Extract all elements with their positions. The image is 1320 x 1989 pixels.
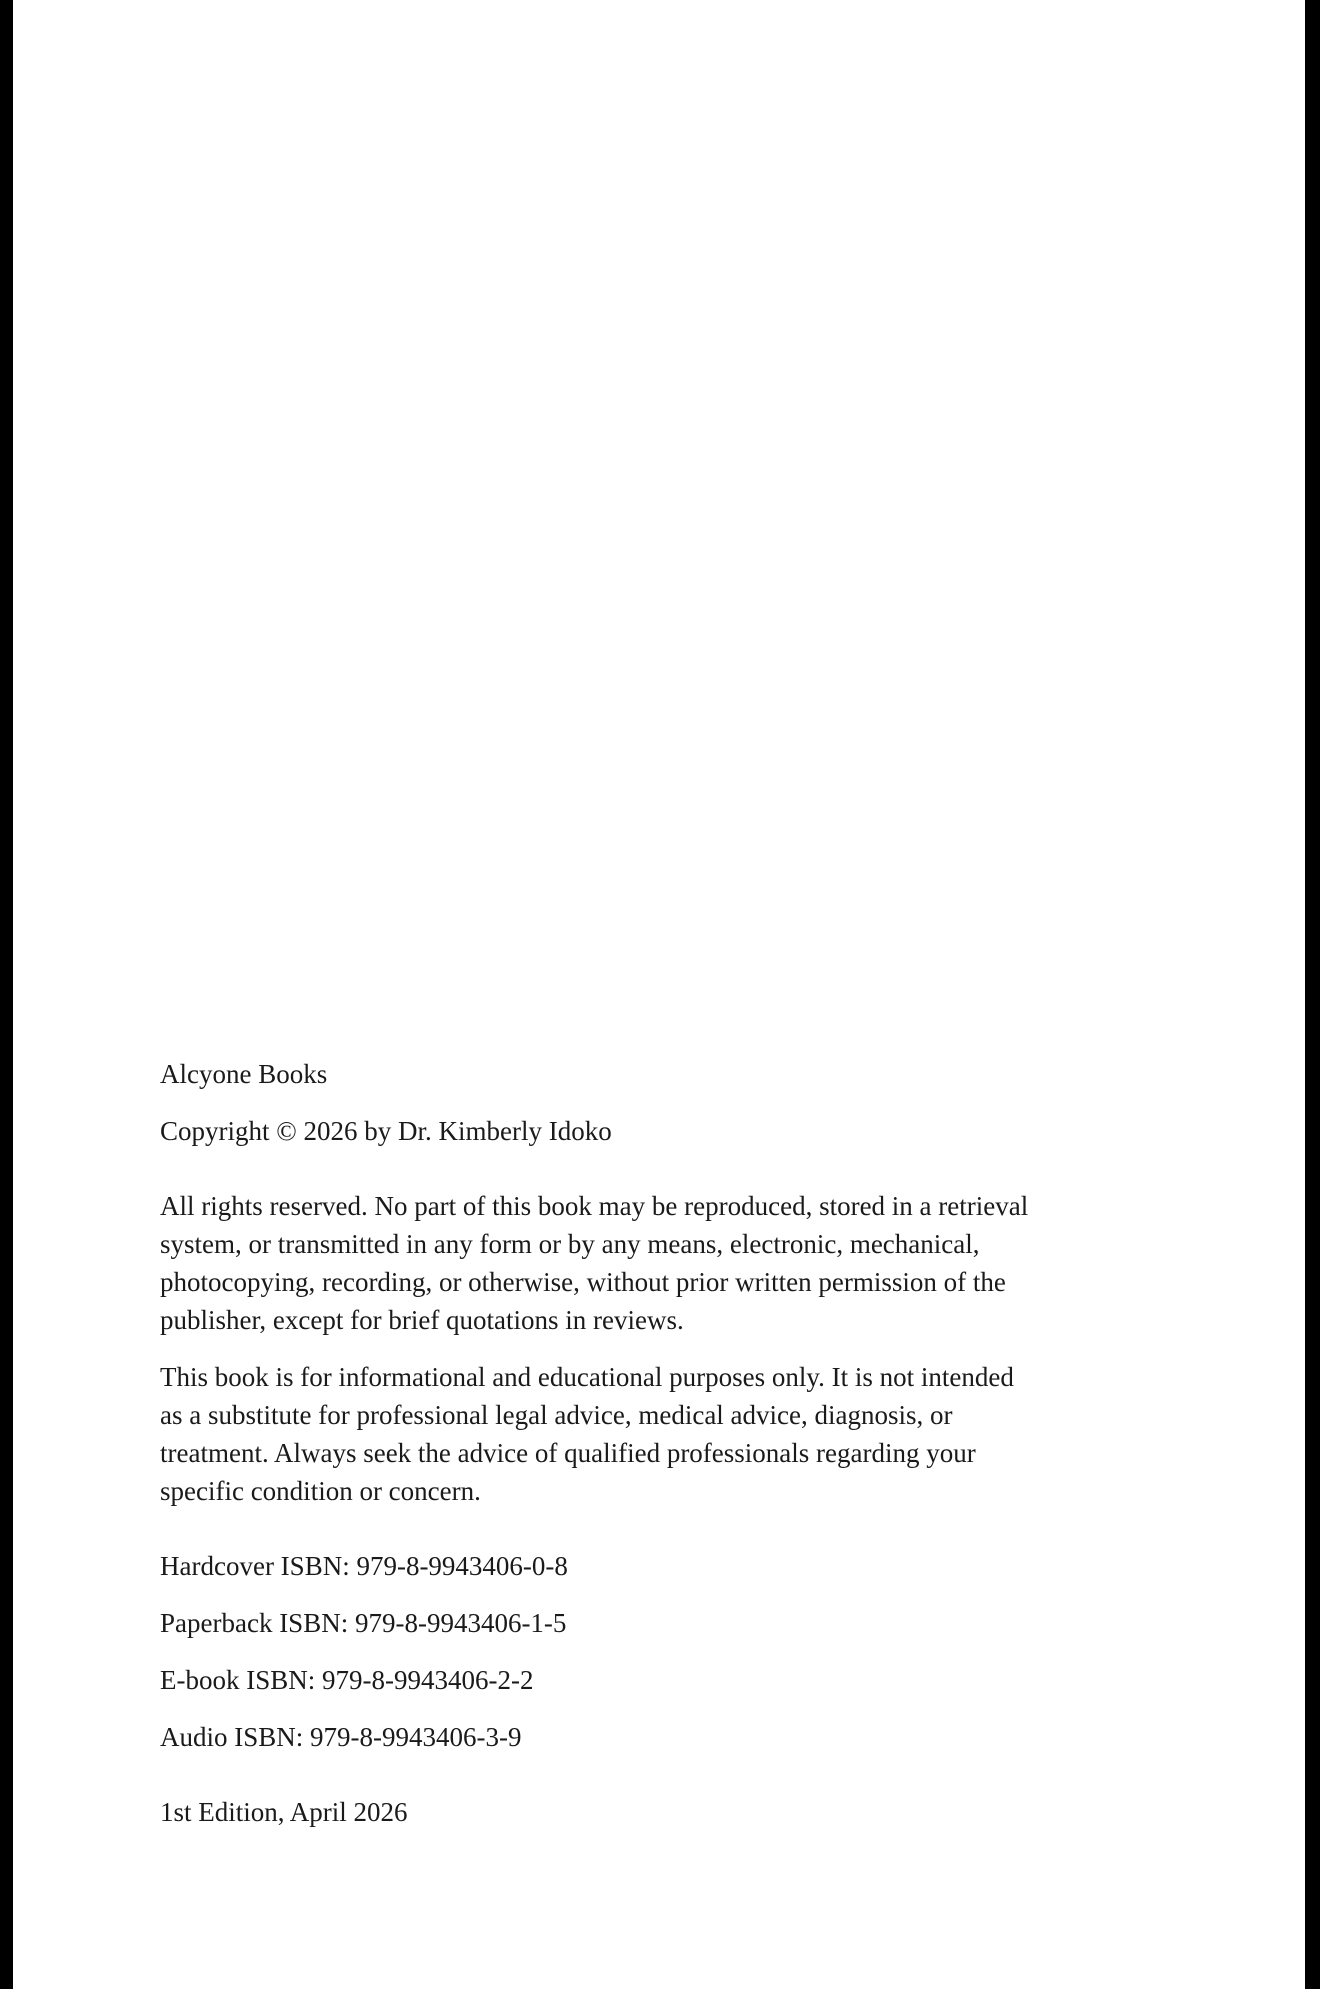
copyright-page [13, 0, 1305, 1989]
disclaimer-line: This book is for informational and educational purposes only. It is not intended [160, 1362, 1014, 1392]
disclaimer-line: specific condition or concern. [160, 1476, 481, 1506]
copyright-notice: Copyright © 2026 by Dr. Kimberly Idoko [160, 1116, 612, 1146]
disclaimer-paragraph [160, 1358, 1120, 1510]
isbn-audio: Audio ISBN: 979-8-9943406-3-9 [160, 1722, 522, 1752]
copyright-block [160, 1055, 1120, 1831]
rights-line: All rights reserved. No part of this book may be reproduced, stored in a retrieval [160, 1191, 1029, 1221]
rights-line: publisher, except for brief quotations in reviews. [160, 1305, 684, 1335]
isbn-paperback: Paperback ISBN: 979-8-9943406-1-5 [160, 1608, 567, 1638]
isbn-ebook: E-book ISBN: 979-8-9943406-2-2 [160, 1665, 534, 1695]
rights-paragraph [160, 1187, 1120, 1339]
rights-line: system, or transmitted in any form or by any means, electronic, mechanical, [160, 1229, 980, 1259]
isbn-hardcover: Hardcover ISBN: 979-8-9943406-0-8 [160, 1551, 568, 1581]
rights-line: photocopying, recording, or otherwise, without prior written permission of the [160, 1267, 1006, 1297]
disclaimer-line: treatment. Always seek the advice of qualified professionals regarding your [160, 1438, 976, 1468]
edition-notice: 1st Edition, April 2026 [160, 1797, 408, 1827]
publisher-name: Alcyone Books [160, 1059, 328, 1089]
disclaimer-line: as a substitute for professional legal advice, medical advice, diagnosis, or [160, 1400, 953, 1430]
